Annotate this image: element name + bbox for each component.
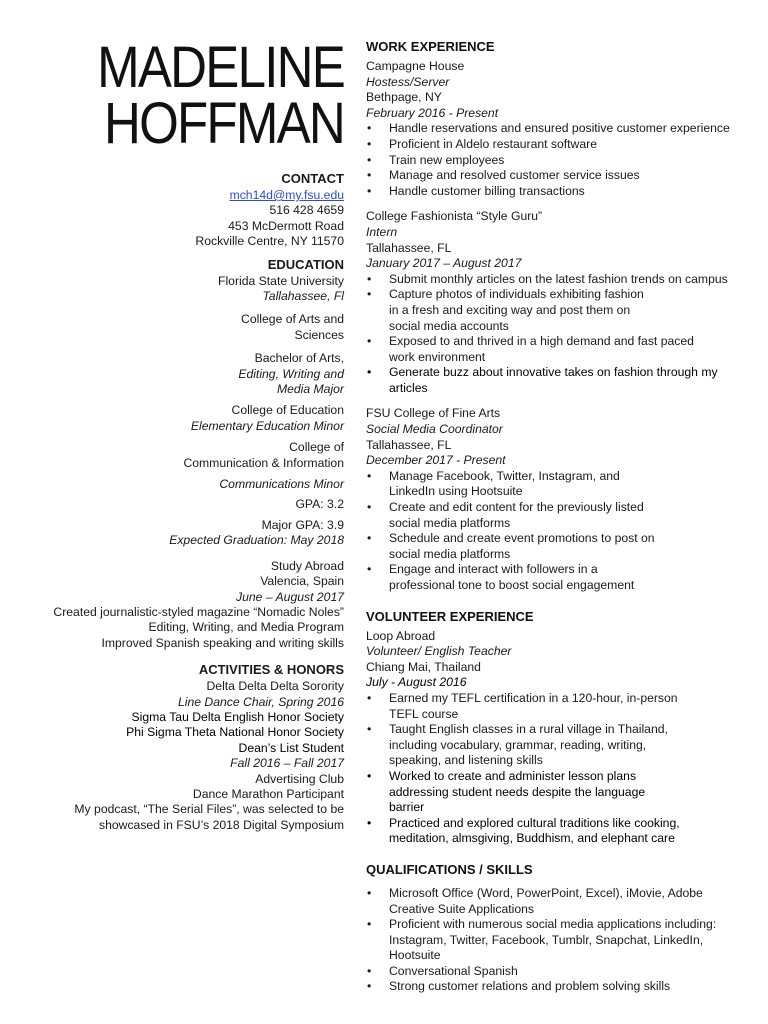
job-location: Bethpage, NY [366, 90, 442, 105]
list-item: • Practiced and explored cultural traditions like cooking, meditation, almsgiving, Buddhism, and elephant care [366, 816, 756, 847]
list-item: • Capture photos of individuals exhibiting fashion in a fresh and exciting way and post them on social media accounts [366, 287, 756, 334]
first-name: MADELINE [97, 35, 344, 100]
job-employer: College Fashionista “Style Guru” [366, 209, 543, 224]
volunteer-title: Volunteer/ English Teacher [366, 644, 512, 659]
study-line-1: Created journalistic-styled magazine “Nomadic Noles” [53, 604, 344, 619]
job-bullets [366, 469, 756, 594]
list-item: • Proficient with numerous social media applications including: Instagram, Twitter, Facebook, Tumblr, Snapchat, LinkedIn, Hootsuite [366, 917, 756, 964]
list-item: • Schedule and create event promotions to post on social media platforms [366, 531, 756, 562]
podcast-line-2: showcased in FSU’s 2018 Digital Symposium [99, 817, 344, 832]
sorority-role: Line Dance Chair, Spring 2016 [178, 694, 344, 709]
podcast-line-1: My podcast, “The Serial Files”, was selected to be [74, 802, 344, 817]
education-heading: EDUCATION [267, 256, 344, 272]
volunteer-org: Loop Abroad [366, 628, 436, 643]
college-1-line-1: College of Arts and [241, 312, 344, 327]
college-3-line-2: Communication & Information [183, 455, 344, 470]
deans-dates: Fall 2016 – Fall 2017 [230, 756, 344, 771]
job-entry [366, 209, 756, 396]
study-location: Valencia, Spain [260, 574, 344, 589]
job-employer: FSU College of Fine Arts [366, 406, 501, 421]
minor-2: Communications Minor [219, 477, 344, 492]
job-employer: Campagne House [366, 59, 465, 73]
college-1-line-2: Sciences [294, 327, 344, 342]
list-item: • Proficient in Aldelo restaurant software [366, 137, 756, 153]
volunteer-dates: July - August 2016 [366, 675, 467, 690]
address-line-2: Rockville Centre, NY 11570 [195, 234, 344, 249]
minor-1: Elementary Education Minor [190, 418, 344, 433]
major-line-1: Editing, Writing and [238, 366, 344, 381]
list-item: • Worked to create and administer lesson plans addressing student needs despite the language barrier [366, 769, 756, 816]
email-link[interactable]: mch14d@my.fsu.edu [229, 188, 344, 202]
deans-list: Dean’s List Student [238, 740, 344, 755]
study-dates: June – August 2017 [236, 589, 344, 604]
job-entry [366, 59, 756, 199]
right-column [366, 38, 756, 995]
study-abroad: Study Abroad [270, 558, 344, 573]
job-location: Tallahassee, FL [366, 240, 452, 255]
address-line-1: 453 McDermott Road [228, 218, 344, 233]
left-column [20, 35, 344, 833]
last-name: HOFFMAN [103, 91, 344, 156]
school: Florida State University [218, 273, 344, 288]
job-title: Hostess/Server [366, 74, 450, 89]
graduation: Expected Graduation: May 2018 [169, 533, 344, 548]
job-dates: December 2017 - Present [366, 453, 506, 468]
school-location: Tallahassee, Fl [262, 289, 344, 304]
job-bullets [366, 272, 756, 397]
job-dates: January 2017 – August 2017 [366, 256, 522, 271]
name-heading [59, 35, 344, 156]
skills-heading: QUALIFICATIONS / SKILLS [366, 861, 533, 877]
list-item: • Conversational Spanish [366, 964, 756, 980]
list-item: • Generate buzz about innovative takes on fashion through my articles [366, 365, 756, 396]
skills-bullets [366, 886, 756, 995]
volunteer-entry [366, 629, 756, 847]
marathon: Dance Marathon Participant [192, 787, 344, 801]
college-2: College of Education [231, 403, 344, 418]
college-3-line-1: College of [289, 440, 344, 455]
education-section [20, 256, 344, 652]
phone: 516 428 4659 [269, 203, 344, 218]
contact-heading: CONTACT [281, 171, 344, 186]
degree: Bachelor of Arts, [254, 351, 344, 366]
contact-section [20, 170, 344, 250]
study-line-2: Editing, Writing, and Media Program [148, 620, 344, 635]
list-item: • Submit monthly articles on the latest fashion trends on campus [366, 272, 756, 288]
job-location: Tallahassee, FL [366, 437, 452, 452]
major-gpa: Major GPA: 3.9 [261, 517, 344, 532]
honor-1: Sigma Tau Delta English Honor Society [131, 709, 344, 724]
list-item: • Microsoft Office (Word, PowerPoint, Excel), iMovie, Adobe Creative Suite Applications [366, 886, 756, 917]
job-bullets [366, 121, 756, 199]
list-item: • Handle customer billing transactions [366, 184, 756, 200]
job-dates: February 2016 - Present [366, 105, 499, 120]
list-item: • Exposed to and thrived in a high demand and fast paced work environment [366, 334, 756, 365]
list-item: • Taught English classes in a rural village in Thailand, including vocabulary, grammar, reading, writing, speaking, and listening skills [366, 722, 756, 769]
list-item: • Manage and resolved customer service issues [366, 168, 756, 184]
major-line-2: Media Major [276, 382, 344, 397]
sorority: Delta Delta Delta Sorority [206, 679, 344, 694]
job-entry [366, 406, 756, 593]
list-item: • Earned my TEFL certification in a 120-hour, in-person TEFL course [366, 691, 756, 722]
list-item: • Train new employees [366, 153, 756, 169]
volunteer-location: Chiang Mai, Thailand [366, 659, 481, 674]
honor-2: Phi Sigma Theta National Honor Society [126, 725, 344, 740]
activities-section [20, 661, 344, 833]
job-title: Social Media Coordinator [366, 422, 503, 437]
list-item: • Manage Facebook, Twitter, Instagram, and LinkedIn using Hootsuite [366, 469, 756, 500]
volunteer-heading: VOLUNTEER EXPERIENCE [366, 608, 534, 624]
club: Advertising Club [255, 771, 344, 786]
work-heading: WORK EXPERIENCE [366, 39, 495, 54]
gpa: GPA: 3.2 [295, 496, 344, 511]
list-item: • Handle reservations and ensured positive customer experience [366, 121, 756, 137]
list-item: • Create and edit content for the previously listed social media platforms [366, 500, 756, 531]
list-item: • Strong customer relations and problem solving skills [366, 979, 756, 995]
activities-heading: ACTIVITIES & HONORS [198, 662, 344, 678]
study-line-3: Improved Spanish speaking and writing skills [101, 635, 344, 650]
list-item: • Engage and interact with followers in a professional tone to boost social engagement [366, 562, 756, 593]
job-title: Intern [366, 224, 398, 239]
volunteer-bullets [366, 691, 756, 847]
